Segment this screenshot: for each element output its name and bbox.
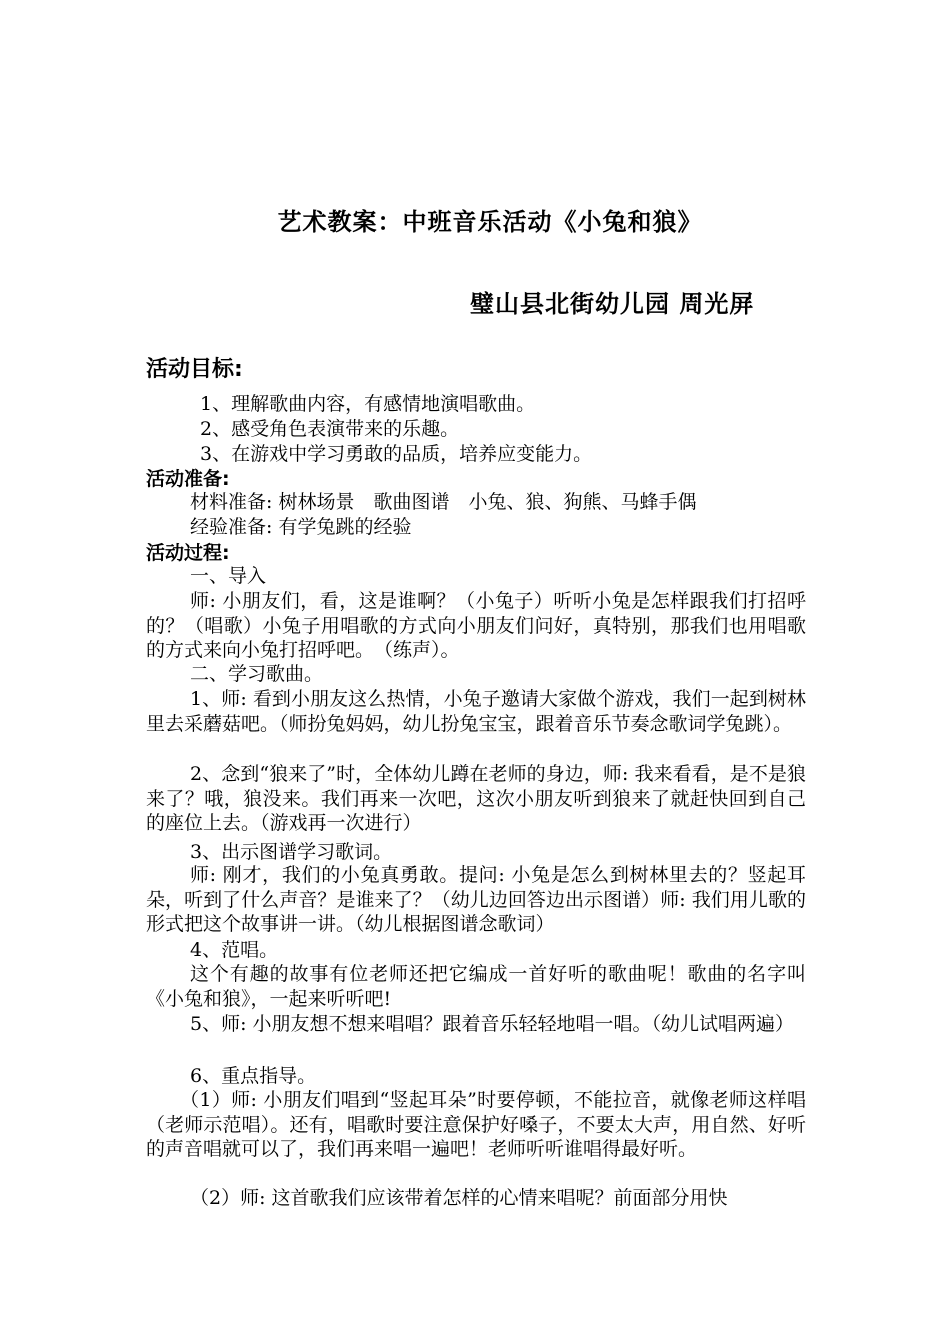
goal-item-3: 3、在游戏中学习勇敢的品质，培养应变能力。: [200, 443, 593, 465]
step1-title: 一、导入: [190, 565, 267, 587]
prep-material: 材料准备: 树林场景 歌曲图谱 小兔、狼、狗熊、马蜂手偶: [190, 491, 697, 513]
prep-experience: 经验准备: 有学兔跳的经验: [190, 516, 412, 538]
goal-item-2: 2、感受角色表演带来的乐趣。: [200, 418, 460, 440]
goals-heading: 活动目标:: [146, 357, 243, 382]
document-author: 璧山县北街幼儿园 周光屏: [470, 290, 755, 318]
step2-title: 二、学习歌曲。: [190, 663, 324, 685]
paragraph-step-4-detail: 这个有趣的故事有位老师还把它编成一首好听的歌曲呢！歌曲的名字叫《小兔和狼》，一起来听听吧!: [146, 963, 806, 1010]
paragraph-step-1: 1、师: 看到小朋友这么热情，小兔子邀请大家做个游戏，我们一起到树林里去采蘑菇吧。（师扮兔妈妈，幼儿扮兔宝宝，跟着音乐节奏念歌词学兔跳）。: [146, 688, 806, 735]
paragraph-step-3: 3、出示图谱学习歌词。: [190, 841, 393, 863]
paragraph-step-5: 5、师: 小朋友想不想来唱唱？跟着音乐轻轻地唱一唱。（幼儿试唱两遍）: [190, 1013, 795, 1035]
paragraph-intro: 师: 小朋友们，看，这是谁啊？（小兔子）听听小兔是怎样跟我们打招呼的？（唱歌）小兔子用唱歌的方式向小朋友们问好，真特别，那我们也用唱歌的方式来向小兔打招呼吧。 （练声）。: [146, 590, 806, 662]
goal-item-1: 1、理解歌曲内容，有感情地演唱歌曲。: [200, 393, 536, 415]
prep-heading: 活动准备:: [146, 468, 230, 490]
process-heading: 活动过程:: [146, 542, 230, 564]
paragraph-step-6: 6、重点指导。: [190, 1065, 317, 1087]
paragraph-step-4: 4、范唱。: [190, 939, 279, 961]
paragraph-guidance-1: （1）师: 小朋友们唱到“竖起耳朵”时要停顿，不能拉音，就像老师这样唱（老师示范唱）。还有，唱歌时要注意保护好嗓子，不要太大声，用自然、好听的声音唱就可以了，我们再来唱一遍吧！老师听听谁唱得最好听。: [146, 1089, 806, 1161]
paragraph-step-2: 2、念到“狼来了”时，全体幼儿蹲在老师的身边，师: 我来看看，是不是狼来了？哦，狼没来。我们再来一次吧，这次小朋友听到狼来了就赶快回到自己的座位上去。（游戏再一次进行）: [146, 763, 806, 835]
paragraph-guidance-2: （2）师: 这首歌我们应该带着怎样的心情来唱呢？前面部分用快: [190, 1187, 728, 1209]
paragraph-step-3-detail: 师: 刚才，我们的小兔真勇敢。提问: 小兔是怎么到树林里去的？竖起耳朵，听到了什么声音？是谁来了？（幼儿边回答边出示图谱）师: 我们用儿歌的形式把这个故事讲一讲。（幼儿根据图谱念歌词）: [146, 864, 806, 936]
document-title: 艺术教案：中班音乐活动《小兔和狼》: [277, 208, 703, 236]
